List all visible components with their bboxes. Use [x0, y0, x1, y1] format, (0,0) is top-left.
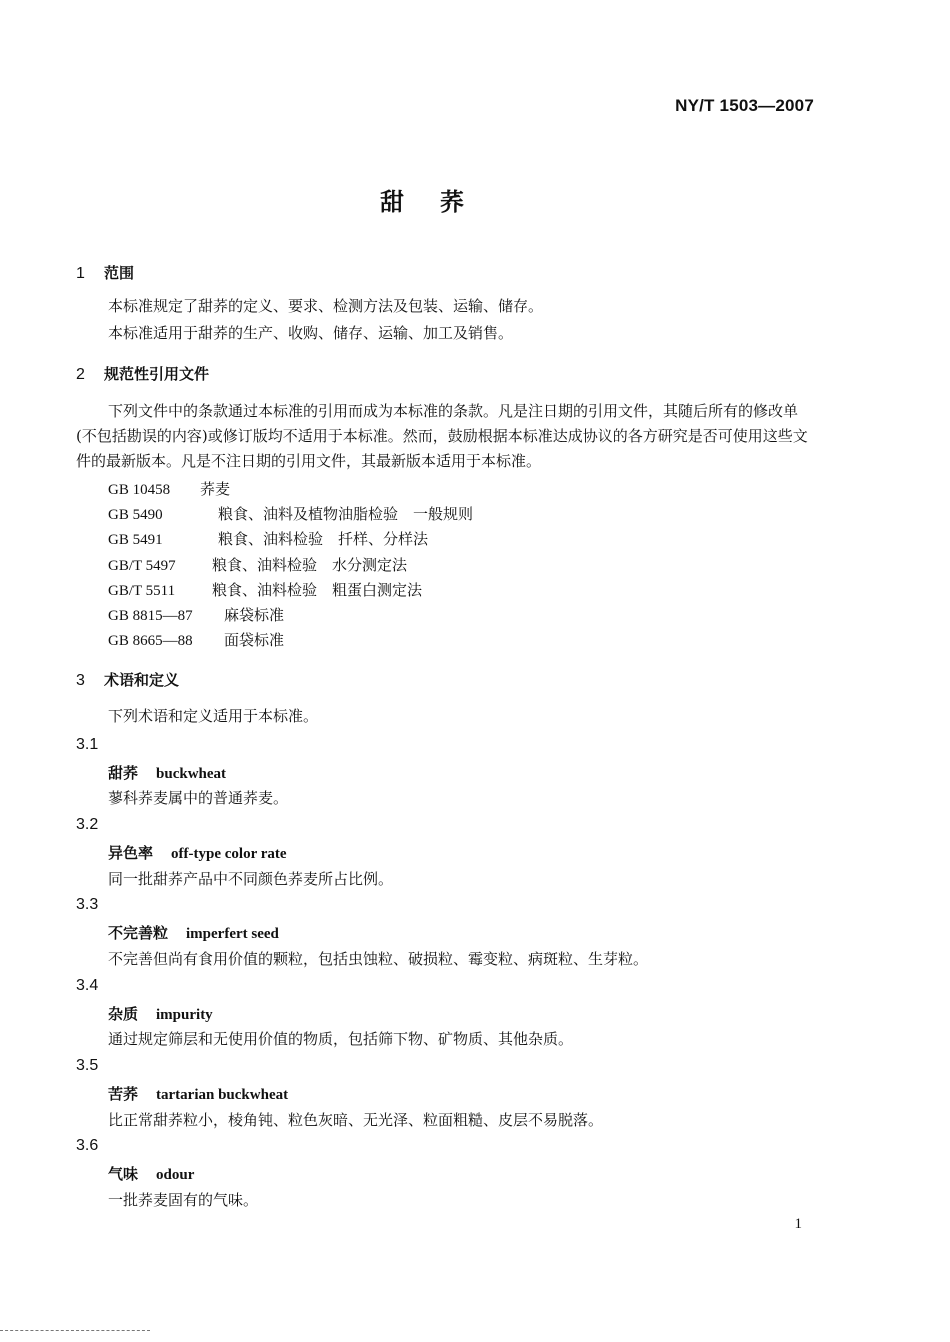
term-number: 3.4: [76, 977, 99, 994]
reference-item: [108, 604, 284, 625]
section-title: 规范性引用文件: [104, 365, 210, 383]
term-en: tartarian buckwheat: [156, 1087, 289, 1103]
section-number: 3: [76, 672, 85, 689]
term-definition: 比正常甜荞粒小，棱角钝、粒色灰暗、无光泽、粒面粗糙、皮层不易脱落。: [108, 1111, 604, 1129]
reference-item: [108, 503, 473, 524]
term-name: [108, 1163, 194, 1184]
reference-title: 粮食、油料检验 扦样、分样法: [218, 530, 429, 548]
page-number: 1: [794, 1216, 802, 1232]
footer-divider: [0, 1330, 150, 1331]
term-zh: 气味: [108, 1165, 139, 1183]
section-1-heading: [76, 262, 134, 283]
reference-title: 麻袋标准: [224, 606, 285, 624]
reference-item: [108, 629, 284, 650]
reference-code: GB 8665—88: [108, 633, 193, 649]
term-zh: 不完善粒: [108, 924, 169, 942]
reference-title: 面袋标准: [224, 631, 285, 649]
term-definition: 通过规定筛层和无使用价值的物质，包括筛下物、矿物质、其他杂质。: [108, 1030, 574, 1048]
term-zh: 苦荞: [108, 1085, 139, 1103]
reference-item: [108, 528, 428, 549]
section-3-heading: [76, 669, 179, 690]
reference-code: GB/T 5497: [108, 558, 176, 574]
term-name: [108, 1003, 213, 1024]
term-en: buckwheat: [156, 766, 227, 782]
references-intro: 下列文件中的条款通过本标准的引用而成为本标准的条款。凡是注日期的引用文件，其随后所有的修改单(不包括勘误的内容)或修订版均不适用于本标准。然而，鼓励根据本标准达成协议的各方研究是否可使用这些文件的最新版本。凡是不注日期的引用文件，其最新版本适用于本标准。: [76, 402, 808, 470]
reference-code: GB 8815—87: [108, 608, 193, 624]
term-name: [108, 762, 226, 783]
term-en: imperfert seed: [186, 926, 279, 942]
term-zh: 甜荞: [108, 764, 139, 782]
reference-title: 荞麦: [200, 480, 231, 498]
reference-title: 粮食、油料及植物油脂检验 一般规则: [218, 505, 474, 523]
section-number: 1: [76, 265, 85, 282]
paragraph: 本标准适用于甜荞的生产、收购、储存、运输、加工及销售。: [108, 324, 514, 342]
term-definition: 蓼科荞麦属中的普通荞麦。: [108, 789, 289, 807]
term-definition: 不完善但尚有食用价值的颗粒，包括虫蚀粒、破损粒、霉变粒、病斑粒、生芽粒。: [108, 950, 649, 968]
reference-item: [108, 478, 230, 499]
section-number: 2: [76, 366, 85, 383]
term-en: off-type color rate: [171, 846, 287, 862]
reference-item: [108, 579, 422, 600]
term-zh: 杂质: [108, 1005, 139, 1023]
term-name: [108, 1083, 288, 1104]
term-en: impurity: [156, 1007, 213, 1023]
reference-title: 粮食、油料检验 水分测定法: [212, 556, 408, 574]
section-title: 术语和定义: [104, 671, 180, 689]
terms-intro: 下列术语和定义适用于本标准。: [108, 707, 319, 725]
term-name: [108, 922, 279, 943]
document-title: 甜荞: [380, 188, 500, 216]
section-title: 范围: [104, 264, 135, 282]
term-zh: 异色率: [108, 844, 154, 862]
paragraph: 本标准规定了甜荞的定义、要求、检测方法及包装、运输、储存。: [108, 297, 544, 315]
reference-code: GB 5491: [108, 532, 163, 548]
term-definition: 同一批甜荞产品中不同颜色荞麦所占比例。: [108, 870, 394, 888]
reference-code: GB 10458: [108, 482, 171, 498]
term-number: 3.3: [76, 896, 99, 913]
term-en: odour: [156, 1167, 195, 1183]
section-2-heading: [76, 363, 209, 384]
term-definition: 一批荞麦固有的气味。: [108, 1191, 259, 1209]
reference-code: GB/T 5511: [108, 583, 176, 599]
reference-item: [108, 554, 407, 575]
reference-code: GB 5490: [108, 507, 163, 523]
term-number: 3.1: [76, 736, 99, 753]
term-number: 3.2: [76, 816, 99, 833]
term-name: [108, 842, 287, 863]
standard-code: NY/T 1503—2007: [675, 96, 814, 115]
reference-title: 粮食、油料检验 粗蛋白测定法: [212, 581, 423, 599]
term-number: 3.5: [76, 1057, 99, 1074]
term-number: 3.6: [76, 1137, 99, 1154]
